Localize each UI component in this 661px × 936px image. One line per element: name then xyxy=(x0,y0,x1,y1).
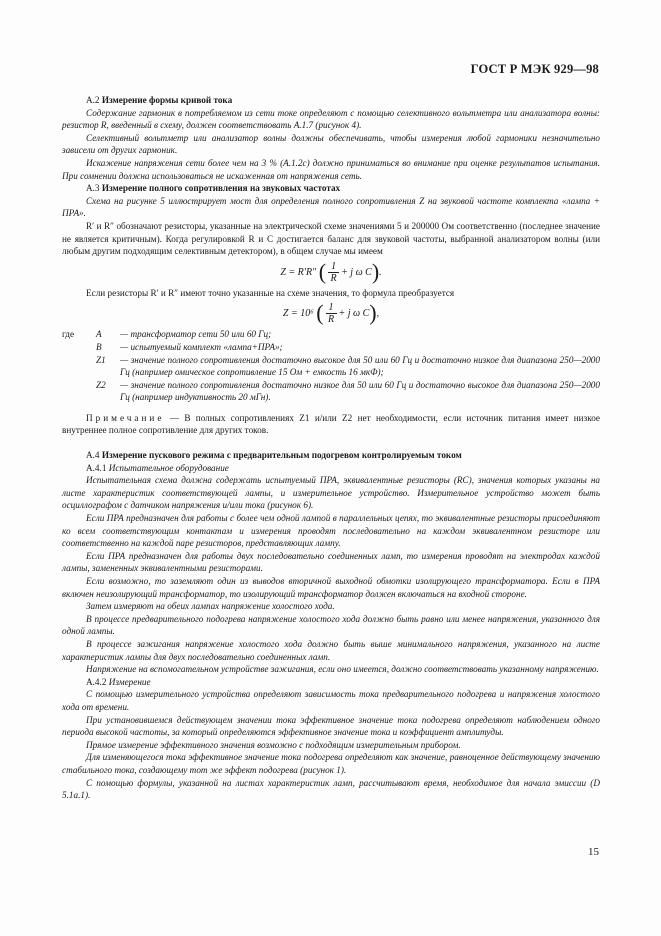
section-a2-heading xyxy=(62,94,600,107)
formula-left: Z = R′R″ xyxy=(280,266,317,278)
formula-left: Z = 10⁶ xyxy=(282,308,314,320)
paragraph: R′ и R″ обозначают резисторы, указанные на электрической схеме значениями 5 и 200000 Ом соответственно (последнее значение не является критичным). Когда регулировкой R и C достигается баланс для звуковой частоты, выбранной анализатором волны (или любым другим подходящим селективным детектором), в общем случае мы имеем xyxy=(62,220,600,257)
paragraph: Если ПРА предназначен для работы двух последовательно соединенных ламп, то измерения проводят на электродах каждой лампы, замененных эквивалентными резисторами. xyxy=(62,550,600,574)
fraction xyxy=(326,302,337,325)
section-title: Измерение формы кривой тока xyxy=(101,95,233,105)
paragraph: Если резисторы R′ и R″ имеют точно указанные на схеме значения, то формула преобразуется xyxy=(86,287,455,298)
section-number: А.4 xyxy=(86,450,100,461)
subsection-number: А.4.1 xyxy=(86,462,107,473)
legend-item xyxy=(62,354,600,379)
subsection-number: А.4.2 xyxy=(86,676,107,687)
note-text: — В полных сопротивлениях Z1 и/или Z2 нет необходимости, если источник питания имеет низкое внутреннее полное сопротивление для других токов. xyxy=(62,412,601,436)
paragraph: В процессе зажигания напряжение холостого хода должно быть выше минимального напряжения, указанного на листе характеристик лампы для двух последовательно соединенных ламп. xyxy=(62,638,600,662)
paragraph: Если ПРА предназначен для работы с более чем одной лампой в параллельных цепях, то эквивалентные резисторы присоединяют ко всем соответствующим контактам и измерения проводят последовательно на каждом эквивалентном резисторе или соответственно на каждой паре резисторов, представляющих лампу. xyxy=(62,513,600,549)
legend-spacer xyxy=(62,341,96,354)
section-number: А.2 xyxy=(86,95,100,105)
legend-text: — трансформатор сети 50 или 60 Гц; xyxy=(120,329,272,340)
page-number: 15 xyxy=(588,846,599,858)
note xyxy=(62,412,600,437)
fraction-numerator: 1 xyxy=(328,261,339,273)
paragraph: Если возможно, то заземляют один из выводов вторичной выходной обмотки изолирующего трансформатора. Если в ПРА включен неизолирующий трансформатор, то изолирующий трансформатор должен включаться на входной стороне. xyxy=(62,576,600,599)
spacer xyxy=(62,437,600,449)
subsection-title: Испытательное оборудование xyxy=(108,462,229,473)
legend-item xyxy=(62,328,600,341)
formula-right: + j ω C xyxy=(338,308,370,320)
legend-text: — значение полного сопротивления достаточно низкое для 50 или 60 Гц и достаточно высокое для диапазона 250—2000 Гц (например индуктивность 20 мГн). xyxy=(120,379,600,403)
legend-item xyxy=(62,379,600,404)
legend-key: A xyxy=(96,329,102,340)
formula-end: . xyxy=(379,266,382,278)
paragraph: Содержание гармоник в потребляемом из сети токе определяют с помощью селективного вольтметра или анализатора волны: резистор R, введенный в схему, должен соответствовать А.1.7 (рисунок 4). xyxy=(62,107,600,131)
document-header: ГОСТ Р МЭК 929—98 xyxy=(470,62,599,76)
where-label: где xyxy=(62,329,75,340)
fraction-denominator: R xyxy=(330,272,337,284)
formula-end: , xyxy=(376,308,380,320)
subsection-a42-heading xyxy=(62,676,600,689)
formula-2 xyxy=(62,302,600,325)
legend-key: B xyxy=(96,341,102,352)
legend-spacer xyxy=(62,354,96,379)
paragraph: Напряжение на вспомогательном устройстве зажигания, если оно имеется, должно соответствовать указанному напряжению. xyxy=(86,664,599,675)
paren-open: ( xyxy=(316,300,324,326)
subsection-a41-heading xyxy=(62,462,600,475)
fraction xyxy=(328,261,339,284)
legend-text: — значение полного сопротивления достаточно высокое для 50 или 60 Гц и достаточно низкое для диапазона 250—2000 Гц (например омическое сопротивление 15 Ом + емкость 16 мкФ); xyxy=(120,354,600,378)
paragraph: Для изменяющегося тока эффективное значение тока подогрева определяют как значение, равноценное действующему значению стабильного тока, создающему тот же эффект подогрева (рисунок 1). xyxy=(62,752,600,775)
fraction-denominator: R xyxy=(327,314,335,326)
paragraph: Прямое измерение эффективного значения возможно с подходящим измерительным прибором. xyxy=(86,739,461,750)
formula-right: + j ω C xyxy=(341,266,372,278)
paragraph: С помощью формулы, указанной на листах характеристик ламп, рассчитывают время, необходимое для начала эмиссии (D 5.1а.1). xyxy=(62,777,600,801)
paren-close: ) xyxy=(369,300,377,326)
legend-item xyxy=(62,341,600,354)
subsection-title: Измерение xyxy=(108,676,151,687)
legend-key: Z1 xyxy=(96,354,106,365)
document-body xyxy=(62,94,600,802)
section-title: Измерение пускового режима с предварительным подогревом контролируемым током xyxy=(101,450,462,461)
fraction-numerator: 1 xyxy=(326,302,337,314)
paragraph: В процессе предварительного подогрева напряжение холостого хода должно быть равно или менее напряжения, указанного для одной лампы. xyxy=(62,613,600,637)
paragraph: Схема на рисунке 5 иллюстрирует мост для определения полного сопротивления Z на звуковой частоте комплекта «лампа + ПРА». xyxy=(62,195,600,219)
section-a4-heading xyxy=(62,449,600,462)
paragraph: Затем измеряют на обеих лампах напряжение холостого хода. xyxy=(86,601,335,612)
paragraph: Испытательная схема должна содержать испытуемый ПРА, эквивалентные резисторы (RC), значения которых указаны на листе характеристик соответствующей лампы, и измерительное устройство. Измерительное устройство может быть осциллографом с датчиком напряжения и/или тока (рисунок 6). xyxy=(62,475,600,511)
paragraph: Селективный вольтметр или анализатор волны должны обеспечивать, чтобы измерения любой гармоники незначительно зависели от других гармоник. xyxy=(62,132,600,156)
legend-spacer xyxy=(62,379,96,404)
section-number: А.3 xyxy=(86,183,100,194)
paragraph: При установившемся действующем значении тока эффективное значение тока подогрева определяют наблюдением одного периода высокой частоты, за который определяются эффективное значение тока и коэффициент амплитуды. xyxy=(62,714,600,738)
legend-key: Z2 xyxy=(96,379,106,390)
formula-1 xyxy=(62,258,600,284)
paren-open: ( xyxy=(318,258,327,284)
note-label: Примечание xyxy=(86,412,165,423)
legend-text: — испытуемый комплект «лампа+ПРА»; xyxy=(120,341,283,352)
paragraph: С помощью измерительного устройства определяют зависимость тока предварительного подогрева и напряжения холостого хода от времени. xyxy=(62,689,600,712)
section-a3-heading xyxy=(62,182,600,195)
paragraph: Искажение напряжения сети более чем на 3 % (А.1.2с) должно приниматься во внимание при оценке результатов испытания. При сомнении должна использоваться не искаженная от напряжения сеть. xyxy=(62,157,600,181)
section-title: Измерение полного сопротивления на звуковых частотах xyxy=(101,183,341,194)
legend-list xyxy=(62,328,600,404)
paren-close: ) xyxy=(371,258,380,284)
